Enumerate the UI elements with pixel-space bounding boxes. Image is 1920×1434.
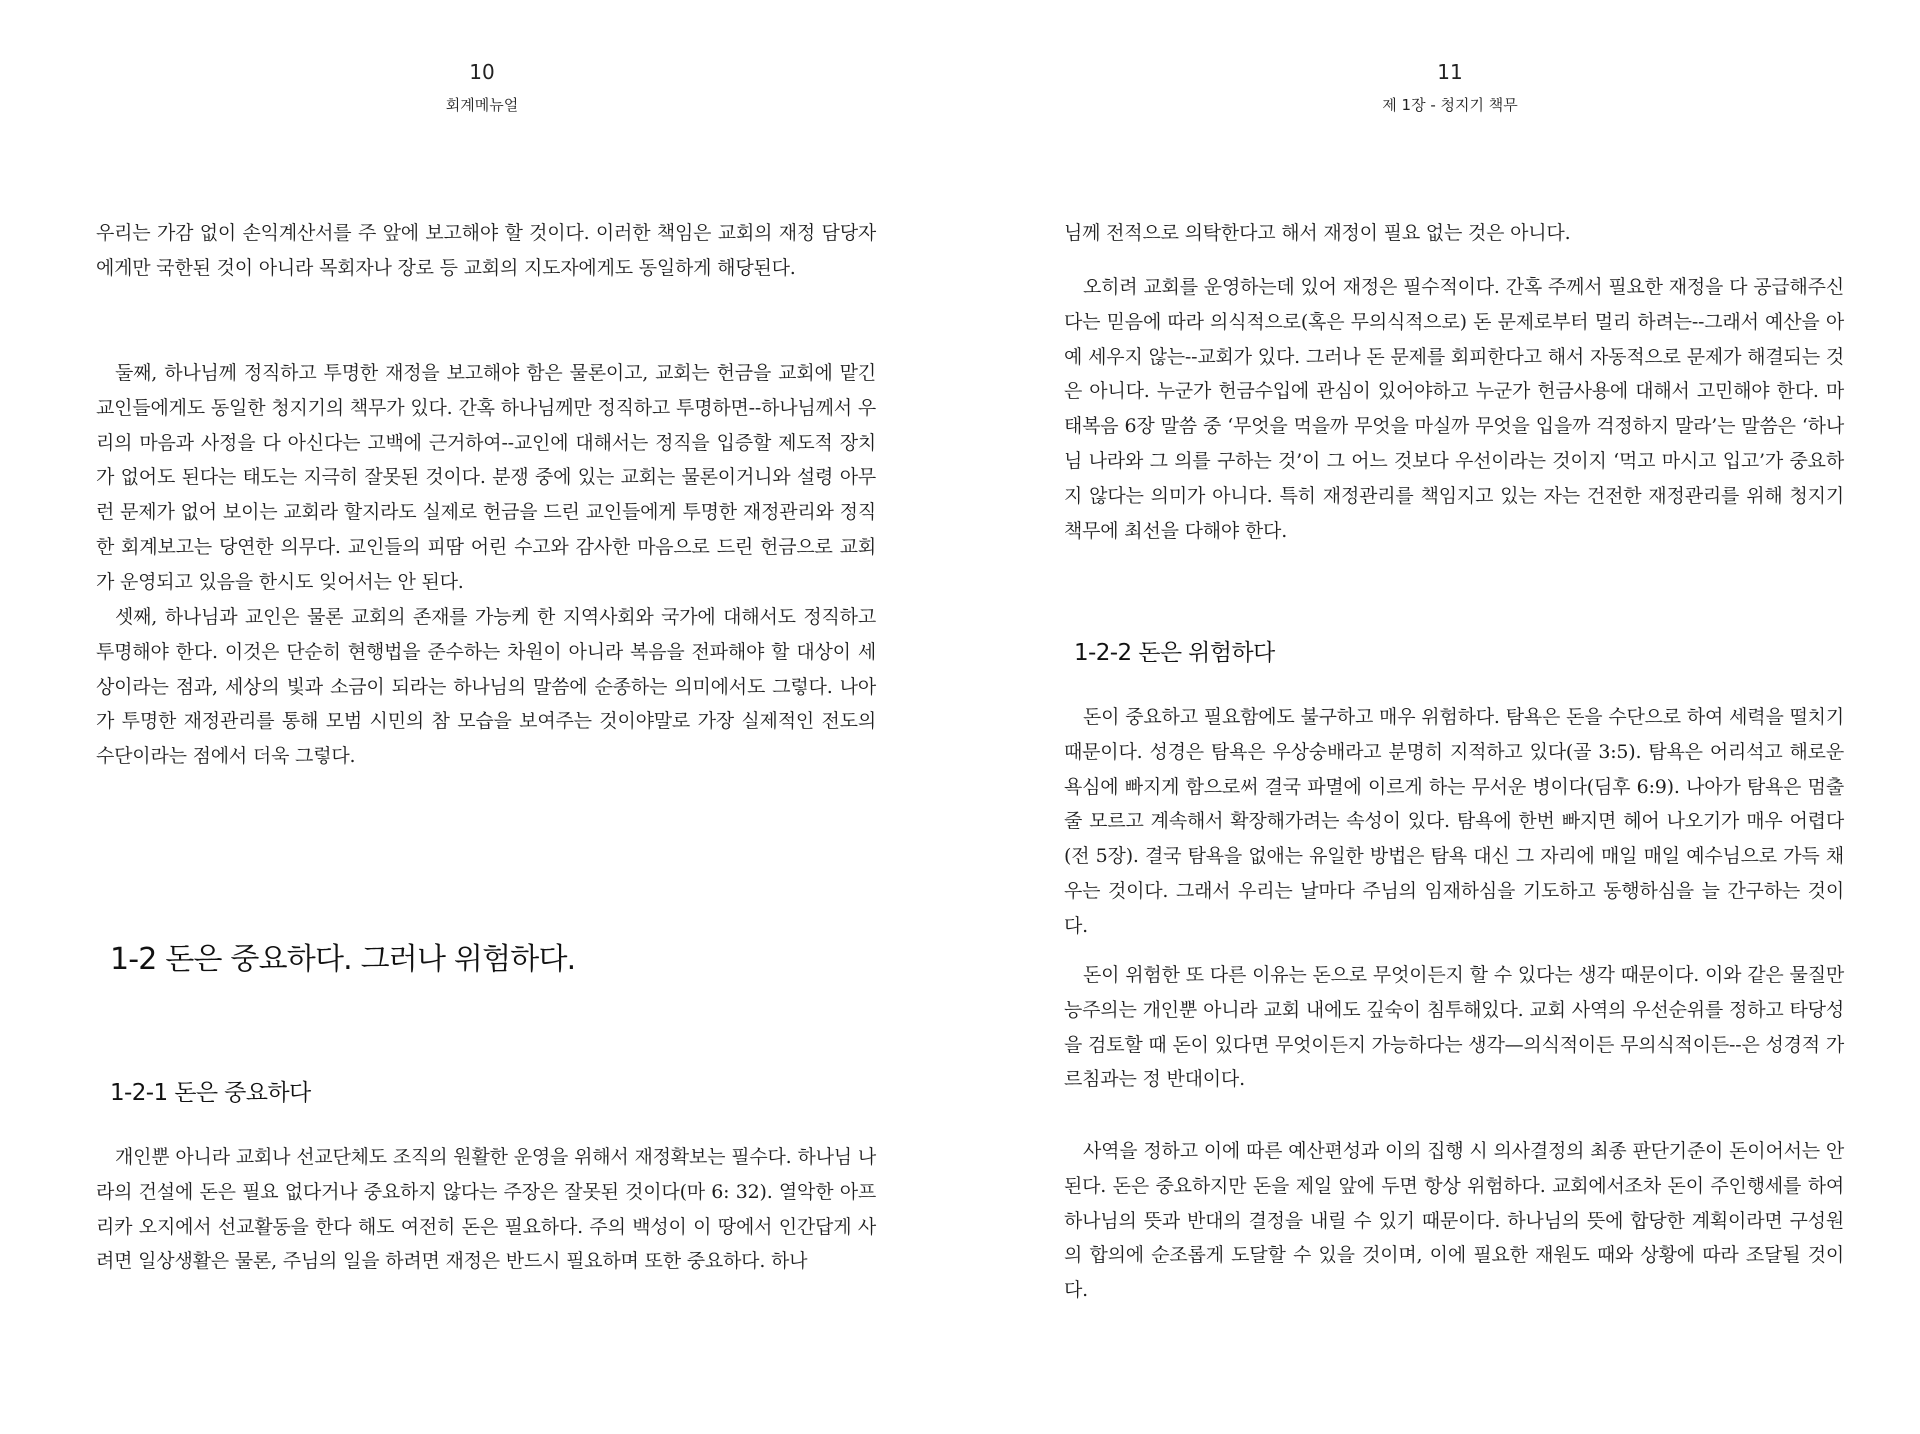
text-block	[1064, 1134, 1844, 1308]
subsection-heading: 1-2-2 돈은 위험하다	[1074, 640, 1275, 666]
running-title: 회계메뉴얼	[445, 96, 519, 114]
page-number: 11	[1437, 60, 1463, 84]
paragraph: 돈이 중요하고 필요함에도 불구하고 매우 위험하다. 탐욕은 돈을 수단으로 하여 세력을 떨치기 때문이다. 성경은 탐욕은 우상숭배라고 분명히 지적하고 있다(골 3:5). 탐욕은 어리석고 해로운 욕심에 빠지게 함으로써 결국 파멸에 이르게 하는 무서운 병이다(딤후 6:9). 나아가 탐욕은 멈출 줄 모르고 계속해서 확장해가려는 속성이 있다. 탐욕에 한번 빠지면 헤어 나오기가 매우 어렵다(전 5장). 결국 탐욕을 없애는 유일한 방법은 탐욕 대신 그 자리에 매일 매일 예수님으로 가득 채우는 것이다. 그래서 우리는 날마다 주님의 임재하심을 기도하고 동행하심을 늘 간구하는 것이다.	[1064, 706, 1844, 937]
paragraph: 우리는 가감 없이 손익계산서를 주 앞에 보고해야 할 것이다. 이러한 책임은 교회의 재정 담당자에게만 국한된 것이 아니라 목회자나 장로 등 교회의 지도자에게도 동일하게 해당된다.	[96, 222, 876, 279]
paragraph: 둘째, 하나님께 정직하고 투명한 재정을 보고해야 함은 물론이고, 교회는 헌금을 교회에 맡긴 교인들에게도 동일한 청지기의 책무가 있다. 간혹 하나님께만 정직하고 투명하면--하나님께서 우리의 마음과 사정을 다 아신다는 고백에 근거하여--교인에 대해서는 정직을 입증할 제도적 장치가 없어도 된다는 태도는 지극히 잘못된 것이다. 분쟁 중에 있는 교회는 물론이거니와 설령 아무런 문제가 없어 보이는 교회라 할지라도 실제로 헌금을 드린 교인들에게 투명한 재정관리와 정직한 회계보고는 당연한 의무다. 교인들의 피땀 어린 수고와 감사한 마음으로 드린 헌금으로 교회가 운영되고 있음을 한시도 잊어서는 안 된다.	[96, 362, 876, 593]
text-block	[96, 1140, 876, 1279]
text-block	[1064, 700, 1844, 944]
text-block	[96, 216, 876, 286]
running-title: 제 1장 - 청지기 책무	[1382, 96, 1518, 114]
paragraph: 개인뿐 아니라 교회나 선교단체도 조직의 원활한 운영을 위해서 재정확보는 필수다. 하나님 나라의 건설에 돈은 필요 없다거나 중요하지 않다는 주장은 잘못된 것이다(마 6: 32). 열악한 아프리카 오지에서 선교활동을 한다 해도 여전히 돈은 필요하다. 주의 백성이 이 땅에서 인간답게 사려면 일상생활은 물론, 주님의 일을 하려면 재정은 반드시 필요하며 또한 중요하다. 하나	[96, 1146, 876, 1273]
text-block	[1064, 958, 1844, 1097]
page-number: 10	[469, 60, 495, 84]
paragraph: 오히려 교회를 운영하는데 있어 재정은 필수적이다. 간혹 주께서 필요한 재정을 다 공급해주신다는 믿음에 따라 의식적으로(혹은 무의식적으로) 돈 문제로부터 멀리 하려는--그래서 예산을 아예 세우지 않는--교회가 있다. 그러나 돈 문제를 회피한다고 해서 자동적으로 문제가 해결되는 것은 아니다. 누군가 헌금수입에 관심이 있어야하고 누군가 헌금사용에 대해서 고민해야 한다. 마태복음 6장 말씀 중 ‘무엇을 먹을까 무엇을 마실까 무엇을 입을까 걱정하지 말라’는 말씀은 ‘하나님 나라와 그 의를 구하는 것’이 그 어느 것보다 우선이라는 것이지 ‘먹고 마시고 입고’가 중요하지 않다는 의미가 아니다. 특히 재정관리를 책임지고 있는 자는 건전한 재정관리를 위해 청지기 책무에 최선을 다해야 한다.	[1064, 276, 1844, 542]
text-block	[1064, 270, 1844, 548]
subsection-heading: 1-2-1 돈은 중요하다	[110, 1080, 311, 1106]
text-block	[1064, 216, 1844, 251]
paragraph: 돈이 위험한 또 다른 이유는 돈으로 무엇이든지 할 수 있다는 생각 때문이다. 이와 같은 물질만능주의는 개인뿐 아니라 교회 내에도 깊숙이 침투해있다. 교회 사역의 우선순위를 정하고 타당성을 검토할 때 돈이 있다면 무엇이든지 가능하다는 생각—의식적이든 무의식적이든--은 성경적 가르침과는 정 반대이다.	[1064, 964, 1844, 1091]
paragraph: 님께 전적으로 의탁한다고 해서 재정이 필요 없는 것은 아니다.	[1064, 222, 1571, 244]
right-page	[960, 0, 1920, 1434]
text-block	[96, 356, 876, 600]
section-heading: 1-2 돈은 중요하다. 그러나 위험하다.	[110, 942, 576, 977]
text-block	[96, 600, 876, 774]
paragraph: 사역을 정하고 이에 따른 예산편성과 이의 집행 시 의사결정의 최종 판단기준이 돈이어서는 안된다. 돈은 중요하지만 돈을 제일 앞에 두면 항상 위험하다. 교회에서조차 돈이 주인행세를 하여 하나님의 뜻과 반대의 결정을 내릴 수 있기 때문이다. 하나님의 뜻에 합당한 계획이라면 구성원의 합의에 순조롭게 도달할 수 있을 것이며, 이에 필요한 재원도 때와 상황에 따라 조달될 것이다.	[1064, 1140, 1844, 1302]
paragraph: 셋째, 하나님과 교인은 물론 교회의 존재를 가능케 한 지역사회와 국가에 대해서도 정직하고 투명해야 한다. 이것은 단순히 현행법을 준수하는 차원이 아니라 복음을 전파해야 할 대상이 세상이라는 점과, 세상의 빛과 소금이 되라는 하나님의 말씀에 순종하는 의미에서도 그렇다. 나아가 투명한 재정관리를 통해 모범 시민의 참 모습을 보여주는 것이야말로 가장 실제적인 전도의 수단이라는 점에서 더욱 그렇다.	[96, 606, 876, 768]
